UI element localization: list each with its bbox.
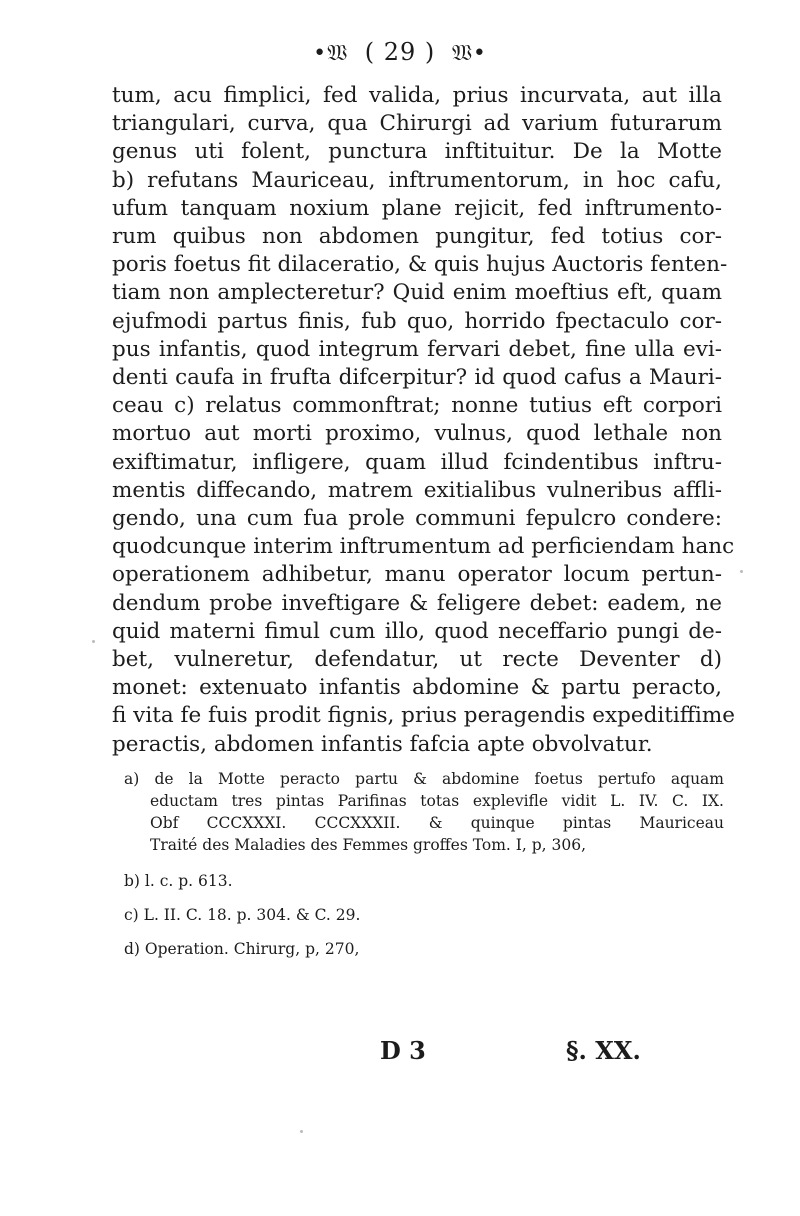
footnotes: [124, 768, 724, 960]
text-line: poris foetus fit dilaceratio, & quis hujus Auctoris fenten-: [112, 252, 728, 278]
paper-speck: [300, 1130, 303, 1133]
catchword: §. XX.: [566, 1036, 641, 1065]
main-text: [112, 82, 735, 759]
text-line: tum, acu fimplici, fed valida, prius incurvata, aut illa: [112, 83, 722, 108]
text-line: ceau c) relatus commonftrat; nonne tutius eft corpori: [112, 393, 722, 419]
signature-mark: D 3: [380, 1036, 426, 1065]
text-line: gendo, una cum fua prole communi fepulcro condere:: [112, 506, 722, 532]
text-line: quodcunque interim inftrumentum ad perficiendam hanc: [112, 534, 735, 560]
footnote-line: b) l. c. p. 613.: [124, 872, 233, 890]
text-line: quid materni fimul cum illo, quod neceffario pungi de-: [112, 618, 722, 644]
right-ornament: 𝔚•: [451, 41, 487, 66]
text-line: rum quibus non abdomen pungitur, fed totius cor-: [112, 224, 722, 250]
text-line: pus infantis, quod integrum fervari debet, fine ulla evi-: [112, 336, 722, 362]
left-ornament: •𝔚: [313, 41, 349, 66]
footnote-line: Obf CCCXXXI. CCCXXXII. & quinque pintas Mauriceau: [150, 814, 724, 832]
text-line: ufum tanquam noxium plane rejicit, fed inftrumento-: [112, 195, 722, 221]
footnote-line: d) Operation. Chirurg, p, 270,: [124, 940, 360, 958]
text-line: exiftimatur, infligere, quam illud fcindentibus inftru-: [112, 449, 722, 475]
text-line: dendum probe inveftigare & feligere debet: eadem, ne: [112, 590, 722, 616]
text-line: bet, vulneretur, defendatur, ut recte Deventer d): [112, 647, 722, 673]
text-line: peractis, abdomen infantis fafcia apte obvolvatur.: [112, 731, 653, 757]
footnote-line: a) de la Motte peracto partu & abdomine foetus pertufo aquam: [124, 770, 724, 788]
text-line: mentis diffecando, matrem exitialibus vulneribus affli-: [112, 477, 722, 503]
text-line: genus uti folent, punctura inftituitur. De la Motte: [112, 139, 722, 165]
running-head: [0, 38, 800, 66]
text-line: triangulari, curva, qua Chirurgi ad varium futurarum: [112, 111, 722, 137]
footnote-line: Traité des Maladies des Femmes groffes Tom. I, p, 306,: [150, 836, 587, 854]
text-line: monet: extenuato infantis abdomine & partu peracto,: [112, 675, 722, 701]
text-line: ejufmodi partus finis, fub quo, horrido fpectaculo cor-: [112, 308, 722, 334]
paper-speck: [92, 640, 95, 643]
text-line: denti caufa in frufta difcerpitur? id quod cafus a Mauri-: [112, 365, 722, 391]
text-line: b) refutans Mauriceau, inftrumentorum, in hoc cafu,: [112, 167, 722, 193]
page-number: ( 29 ): [364, 38, 436, 66]
text-line: tiam non amplecteretur? Quid enim moeftius eft, quam: [112, 280, 722, 306]
footnote-line: c) L. II. C. 18. p. 304. & C. 29.: [124, 906, 361, 924]
paper-speck: [740, 570, 743, 573]
page-footer: [0, 1036, 800, 1066]
text-line: fi vita fe fuis prodit fignis, prius peragendis expeditiffime: [112, 703, 735, 729]
footnote-line: eductam tres pintas Parifinas totas explevifle vidit L. IV. C. IX.: [150, 792, 724, 810]
text-line: operationem adhibetur, manu operator locum pertun-: [112, 562, 722, 588]
text-line: mortuo aut morti proximo, vulnus, quod lethale non: [112, 421, 722, 447]
